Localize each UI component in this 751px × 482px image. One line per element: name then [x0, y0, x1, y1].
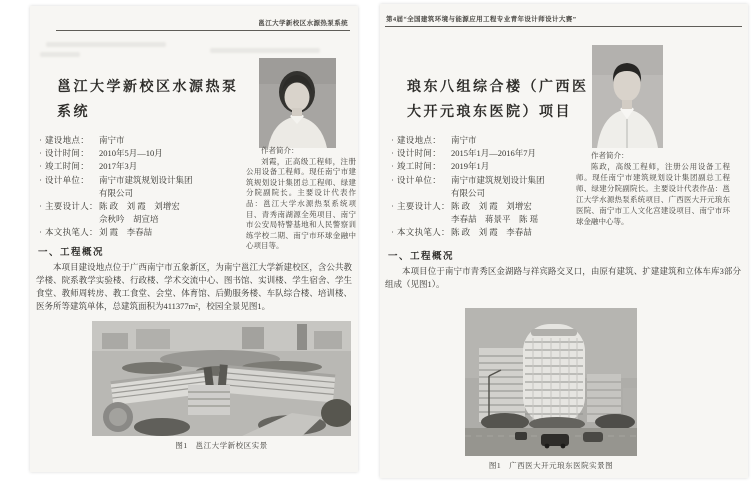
author-bio: [246, 146, 356, 252]
meta-value-line: 南宁市建筑规划设计集团: [451, 174, 545, 185]
meta-label: 主要设计人：: [45, 201, 98, 212]
author-bio-text: 陈政，高级工程师，注册公用设备工程师。现任南宁市建筑规划设计集团副总工程师、绿建分院副院长。主要设计代表作品：邕江大学水源热泵系统项目、广西医大开元琅东医院、南宁市工人文化宫建设项目、南宁市环球金融中心等。: [576, 162, 730, 226]
title-line: 邕江大学新校区水源热泵: [57, 78, 239, 94]
meta-row: [36, 134, 256, 147]
meta-value: 2010年5月—10月: [99, 148, 163, 159]
meta-value-line: 佘秋吟 胡宣培: [99, 214, 159, 225]
meta-value: 刘 霞 李春喆: [99, 227, 153, 238]
hospital-building-illustration: [465, 308, 637, 456]
meta-value: 陈 政 刘 霞 李春喆: [451, 227, 532, 238]
meta-value: 2017年3月: [99, 161, 138, 172]
project-meta-list: [388, 134, 608, 240]
meta-label: 建设地点：: [397, 135, 442, 145]
bullet-dot: ·: [39, 161, 42, 172]
meta-row: [388, 200, 608, 226]
body-paragraph: 本项目位于南宁市青秀区金湖路与祥宾路交叉口，由原有建筑、扩建建筑和立体车库3部分组成（见图1）。: [385, 266, 741, 289]
section-heading: 一、工程概况: [38, 247, 105, 258]
campus-aerial-illustration: [92, 321, 351, 436]
meta-value-line: 有限公司: [99, 187, 134, 198]
bullet-dot: ·: [39, 148, 42, 159]
section-heading: 一、工程概况: [388, 251, 455, 262]
meta-label: 本文执笔人：: [45, 227, 98, 238]
meta-row: [388, 147, 608, 160]
figure-caption: 图1 邕江大学新校区实景: [175, 441, 268, 450]
meta-value: 南宁市: [99, 135, 125, 145]
meta-value: [99, 174, 256, 200]
figure-caption: 图1 广西医大开元琅东医院实景图: [488, 461, 614, 470]
female-portrait-illustration: [259, 58, 336, 148]
meta-value-line: 陈 政 刘 霞 刘增宏: [451, 201, 532, 212]
bullet-dot: ·: [391, 201, 394, 212]
meta-value: 2015年1月—2016年7月: [451, 148, 537, 159]
meta-label: 本文执笔人：: [397, 227, 450, 238]
title-line: 大开元琅东医院）项目: [407, 103, 572, 119]
bleed-through-ghost: [46, 42, 166, 47]
bullet-dot: ·: [391, 174, 394, 185]
meta-row: [36, 226, 256, 239]
article-title: [407, 74, 622, 124]
meta-label: 主要设计人：: [397, 201, 450, 212]
meta-value-line: 陈 政 刘 霞 刘增宏: [99, 201, 180, 212]
article-title: [57, 74, 265, 124]
author-portrait-photo: [592, 45, 663, 148]
bullet-dot: ·: [39, 201, 42, 212]
meta-value: 南宁市: [451, 135, 477, 145]
meta-row: [36, 160, 256, 173]
bleed-through-ghost: [40, 52, 80, 57]
scanned-page-right: [380, 4, 748, 478]
scanned-page-left: [30, 6, 358, 472]
meta-row: [36, 174, 256, 200]
bullet-dot: ·: [39, 174, 42, 185]
header-rule: [56, 30, 350, 31]
meta-label: 设计单位：: [397, 174, 442, 185]
meta-label: 竣工时间：: [45, 161, 90, 172]
meta-value-line: 李春喆 蒋景平 陈 瑶: [451, 214, 539, 225]
meta-value-line: 南宁市建筑规划设计集团: [99, 174, 193, 185]
header-rule: [385, 26, 742, 27]
running-head: 第4届“全国建筑环境与能源应用工程专业青年设计师设计大赛”: [386, 16, 577, 23]
hospital-building-photo: [465, 308, 637, 456]
meta-row: [36, 147, 256, 160]
body-paragraph: 本项目建设地点位于广西南宁市五象新区，为南宁邕江大学新建校区，含公共教学楼、院系教学实验楼、行政楼、学术交流中心、图书馆、实训楼、学生宿舍、学生食堂、教师周转房、教工食堂、会堂、体育馆、后勤服务楼、车队综合楼、培训楼、医务所等建筑单体，总建筑面积为411377m²，校园全景见图1。: [36, 262, 352, 311]
meta-label: 竣工时间：: [397, 161, 442, 172]
male-portrait-illustration: [592, 45, 663, 148]
author-bio: [576, 150, 730, 227]
author-bio-heading: 作者简介：: [591, 151, 629, 160]
meta-row: [388, 134, 608, 147]
title-line: 系统: [57, 103, 90, 119]
bullet-dot: ·: [39, 227, 42, 238]
bullet-dot: ·: [39, 135, 42, 145]
bullet-dot: ·: [391, 148, 394, 159]
bullet-dot: ·: [391, 135, 394, 145]
campus-aerial-photo: [92, 321, 351, 436]
bleed-through-ghost: [210, 48, 320, 53]
title-line: 琅东八组综合楼（广西医: [407, 78, 589, 94]
meta-row: [388, 226, 608, 239]
meta-value: [99, 200, 256, 226]
meta-label: 设计时间：: [45, 148, 90, 159]
running-head: 邕江大学新校区水源热泵系统: [258, 20, 348, 27]
meta-label: 设计时间：: [397, 148, 442, 159]
meta-value-line: 有限公司: [451, 187, 486, 198]
meta-row: [388, 174, 608, 200]
project-meta-list: [36, 134, 256, 240]
meta-row: [36, 200, 256, 226]
meta-label: 设计单位：: [45, 174, 90, 185]
bullet-dot: ·: [391, 161, 394, 172]
bullet-dot: ·: [391, 227, 394, 238]
meta-label: 建设地点：: [45, 135, 90, 145]
author-bio-heading: 作者简介：: [261, 146, 299, 155]
meta-row: [388, 160, 608, 173]
meta-value: 2019年1月: [451, 161, 490, 172]
author-bio-text: 刘霞，正高级工程师，注册公用设备工程师。现任南宁市建筑规划设计集团总工程师、绿建分院副院长。主要设计代表作品：邕江大学水源热泵系统项目、青秀南湖源全苑项目、南宁市公安局特警基地和人民警察训练学校二期、南宁市环球金融中心项目等。: [246, 156, 356, 251]
author-portrait-photo: [259, 58, 336, 148]
